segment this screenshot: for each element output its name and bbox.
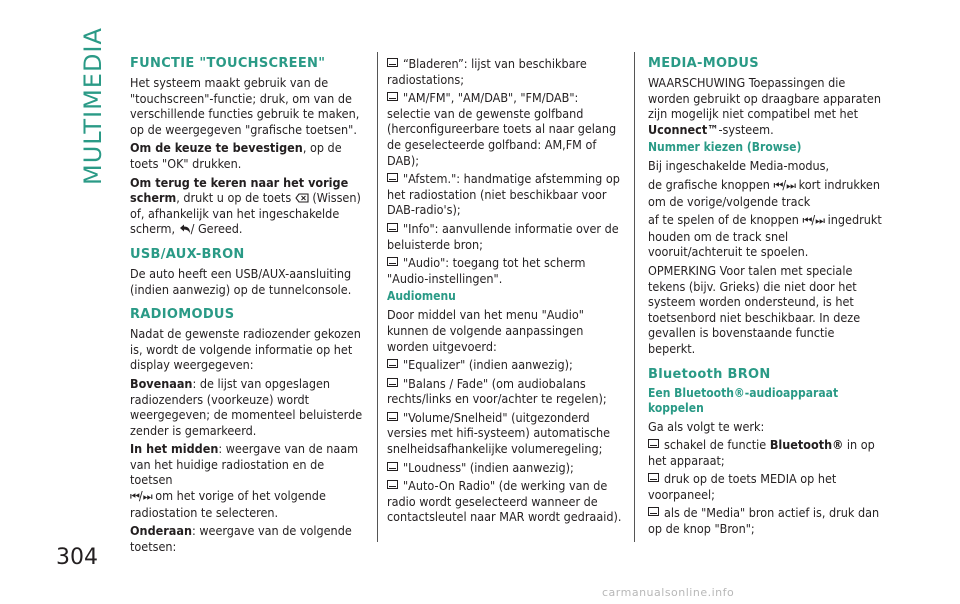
bottom-label: Onderaan [130, 523, 192, 539]
chapter-title: MULTIMEDIA [79, 27, 107, 185]
top-text: : de lijst van opgeslagen radiozenders (voorkeuze) wordt weergegeven; de momenteel beluisterde zender is gemarkeerd. [130, 375, 363, 438]
column-3 [648, 56, 884, 540]
track-text-2b: kort indrukken om de vorige/volgende track [648, 176, 880, 209]
list-item-text: “Bladeren”: lijst van beschikbare radiostations; [387, 56, 587, 87]
heading-track-select: Nummer kiezen (Browse) [648, 140, 802, 155]
back-text-3: / Gereed. [190, 221, 243, 237]
back-label: Om terug te keren naar het vorige scherm [130, 174, 349, 206]
heading-bluetooth: Bluetooth BRON [648, 366, 771, 382]
list-item [648, 505, 884, 536]
paragraph-touchscreen: Het systeem maakt gebruik van de "touchscreen"-functie; druk, om van de verschillende functies gebruik te maken, op de weergegeven "grafische toetsen". [130, 75, 360, 137]
step-1-text-a: schakel de functie [664, 437, 767, 453]
previous-track-icon: ⏮ [130, 490, 139, 504]
list-item [387, 255, 623, 286]
paragraph-steps: Ga als volgt te werk: [648, 418, 765, 434]
warning-text-1: WAARSCHUWING Toepassingen die worden gebruikt op draagbare apparaten zijn mogelijk niet compatibel met het [648, 75, 881, 122]
list-item-text: "Audio": toegang tot het scherm "Audio-instellingen". [387, 255, 586, 286]
paragraph-top [130, 376, 366, 438]
list-item [387, 410, 623, 457]
paragraph-audio: Door middel van het menu "Audio" kunnen de volgende aanpassingen worden uitgevoerd: [387, 307, 584, 354]
middle-text-1: : weergave van de naam van het huidige radiostation en de toetsen [130, 441, 359, 488]
list-item [387, 376, 623, 407]
next-track-icon: ⏭ [142, 490, 152, 504]
confirm-label: Om de keuze te bevestigen [130, 140, 303, 156]
paragraph-warning [648, 75, 884, 137]
paragraph-track-3: af te spelen of de knoppen ⏮/⏭ ingedrukt houden om de track snel vooruit/achteruit te spoelen. [648, 212, 882, 260]
column-2 [387, 56, 623, 528]
column-divider-2 [634, 52, 635, 542]
heading-radio: RADIOMODUS [130, 307, 235, 323]
column-1 [130, 56, 366, 557]
next-track-icon: ⏭ [786, 178, 796, 192]
list-item-text: "Volume/Snelheid" (uitgezonderd versies met hifi-systeem) automatische snelheidsafhankelijke volumeregeling; [387, 409, 611, 457]
paragraph-bottom [130, 523, 366, 554]
track-text-2a: de grafische knoppen [648, 176, 770, 192]
bullet-icon [648, 473, 659, 482]
back-text-2: (Wissen) of, afhankelijk van het ingeschakelde scherm, [130, 190, 361, 237]
page-number: 304 [56, 545, 98, 570]
list-item-text: "Auto-On Radio" (de werking van de radio wordt geselecteerd wanneer de contactsleutel naar MAR wordt gedraaid). [387, 478, 622, 525]
bullet-icon [387, 378, 398, 387]
step-1-brand: Bluetooth® [769, 437, 844, 453]
list-item-text: "Balans / Fade" (om audiobalans rechts/links en voor/achter te regelen); [387, 375, 607, 407]
list-item-text: als de "Media" bron actief is, druk dan op de knop "Bron"; [648, 505, 880, 537]
list-item [387, 478, 623, 525]
bullet-icon [387, 58, 398, 67]
bullet-icon [387, 223, 398, 232]
paragraph-radio: Nadat de gewenste radiozender gekozen is, wordt de volgende informatie op het display weergegeven: [130, 326, 361, 373]
middle-text-2: om het vorige of het volgende radiostation te selecteren. [130, 488, 326, 520]
paragraph-middle: In het midden: weergave van de naam van het huidige radiostation en de toetsen ⏮/⏭ om het vorige of het volgende radiostation te selecteren. [130, 441, 359, 520]
previous-track-icon: ⏮ [773, 178, 783, 192]
list-item [387, 357, 623, 373]
paragraph-usb: De auto heeft een USB/AUX-aansluiting (indien aanwezig) op de tunnelconsole. [130, 265, 352, 297]
track-text-3b: ingedrukt houden om de track snel vooruit/achteruit te spoelen. [648, 212, 882, 260]
heading-audio-menu: Audiomenu [387, 289, 456, 304]
bullet-icon [387, 412, 398, 421]
bullet-icon [648, 507, 659, 516]
track-text-3a: af te spelen of de knoppen [648, 212, 799, 228]
list-item-text: druk op de toets MEDIA op het voorpaneel; [648, 471, 837, 502]
warning-text-2: -systeem. [718, 121, 774, 137]
confirm-text: , op de toets "OK" drukken. [130, 140, 342, 171]
list-item-text: "AM/FM", "AM/DAB", "FM/DAB": selectie van de gewenste golfband (herconfigureerbare toets al naar gelang de geselecteerde golfband: AM,FM of DAB); [387, 90, 617, 168]
paragraph-note: OPMERKING Voor talen met speciale tekens (bijv. Grieks) die niet door het systeem worden ondersteund, is het toetsenbord niet beschikbaar. In deze gevallen is bovenstaande functie beperkt. [648, 262, 861, 356]
bottom-text: : weergave van de volgende toetsen: [130, 523, 352, 554]
heading-usb: USB/AUX-BRON [130, 246, 245, 262]
paragraph-confirm [130, 140, 366, 171]
paragraph-track-2: de grafische knoppen ⏮/⏭ kort indrukken om de vorige/volgende track [648, 176, 880, 209]
heading-media: MEDIA-MODUS [648, 56, 759, 71]
list-item [387, 56, 623, 87]
erase-icon [295, 193, 309, 203]
watermark: carmanualsonline.info [602, 586, 735, 599]
paragraph-track-1: Bij ingeschakelde Media-modus, [648, 158, 830, 174]
paragraph-back [130, 175, 366, 237]
list-item-text: "Equalizer" (indien aanwezig); [403, 357, 573, 373]
list-item [387, 221, 623, 252]
list-item-text: "Loudness" (indien aanwezig); [403, 459, 574, 475]
bullet-icon [387, 480, 398, 489]
next-track-icon: ⏭ [815, 214, 825, 228]
heading-pairing: Een Bluetooth®-audioapparaat koppelen [648, 385, 839, 415]
bullet-icon [387, 173, 398, 182]
bullet-icon [387, 257, 398, 266]
column-divider-1 [377, 52, 378, 542]
back-arrow-icon [179, 224, 191, 234]
bullet-icon [387, 462, 398, 471]
bullet-icon [387, 92, 398, 101]
warning-brand: Uconnect™ [648, 121, 719, 137]
list-item [648, 437, 884, 468]
list-item-text: "Info": aanvullende informatie over de beluisterde bron; [387, 220, 619, 252]
bullet-icon [387, 359, 398, 368]
heading-touchscreen: FUNCTIE "TOUCHSCREEN" [130, 56, 326, 71]
previous-track-icon: ⏮ [802, 214, 812, 228]
list-item [387, 90, 623, 168]
list-item [387, 460, 623, 476]
back-text-1: , drukt u op de toets [176, 190, 292, 206]
middle-label: In het midden [130, 441, 219, 457]
list-item-text: "Afstem.": handmatige afstemming op het radiostation (niet beschikbaar voor DAB-radio's); [387, 171, 620, 218]
top-label: Bovenaan [130, 375, 193, 391]
list-item [387, 171, 623, 218]
step-1-text-c: in op het apparaat; [648, 437, 875, 468]
bullet-icon [648, 439, 659, 448]
list-item [648, 471, 884, 502]
